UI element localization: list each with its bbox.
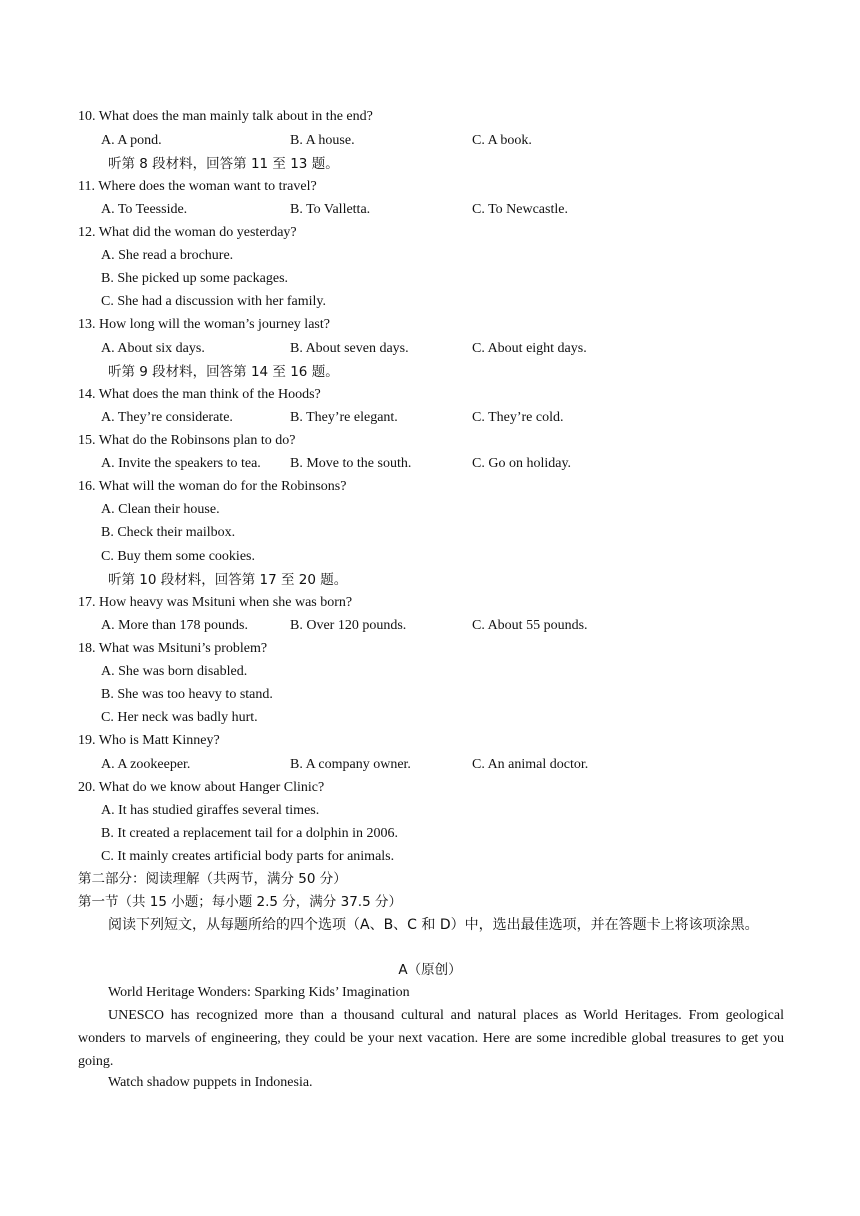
option-b: B. She picked up some packages. xyxy=(101,271,289,286)
option-c: C. About 55 pounds. xyxy=(472,618,588,633)
question-18-option-b xyxy=(0,684,860,706)
part-title xyxy=(0,868,860,890)
section-9-heading xyxy=(0,361,860,383)
option-a: A. A zookeeper. xyxy=(101,757,191,772)
section-8-heading xyxy=(0,153,860,175)
question-17 xyxy=(0,592,860,614)
option-c: C. Her neck was badly hurt. xyxy=(101,710,258,725)
question-12 xyxy=(0,222,860,244)
option-a: A. More than 178 pounds. xyxy=(101,618,248,633)
question-16-option-a xyxy=(0,499,860,521)
option-b: B. Move to the south. xyxy=(290,456,412,471)
option-b: B. Over 120 pounds. xyxy=(290,618,407,633)
article-title xyxy=(0,982,860,1004)
section-title xyxy=(0,891,860,913)
question-18-option-a xyxy=(0,661,860,683)
option-c: C. It mainly creates artificial body parts for animals. xyxy=(101,849,395,864)
question-text: 16. What will the woman do for the Robinsons? xyxy=(78,479,347,494)
question-text: 13. How long will the woman’s journey last? xyxy=(78,317,330,332)
question-20-option-c xyxy=(0,846,860,868)
option-b: B. To Valletta. xyxy=(290,202,371,217)
option-c: C. They’re cold. xyxy=(472,410,564,425)
section-heading-text: 听第 10 段材料，回答第 17 至 20 题。 xyxy=(108,572,348,588)
option-b: B. About seven days. xyxy=(290,341,409,356)
option-b: B. A house. xyxy=(290,133,355,148)
option-b: B. Check their mailbox. xyxy=(101,525,236,540)
reading-instruction: 阅读下列短文，从每题所给的四个选项（A、B、C 和 D）中，选出最佳选项，并在答题卡上将该项涂黑。 xyxy=(108,917,759,933)
question-11-options xyxy=(0,199,860,221)
question-17-options xyxy=(0,615,860,637)
question-13 xyxy=(0,314,860,336)
option-c: C. A book. xyxy=(472,133,532,148)
question-12-option-c xyxy=(0,291,860,313)
option-a: A. About six days. xyxy=(101,341,205,356)
option-c: C. Go on holiday. xyxy=(472,456,572,471)
section-10-heading xyxy=(0,569,860,591)
option-a: A. It has studied giraffes several times. xyxy=(101,803,320,818)
question-text: 15. What do the Robinsons plan to do? xyxy=(78,433,296,448)
option-c: C. About eight days. xyxy=(472,341,587,356)
question-text: 18. What was Msituni’s problem? xyxy=(78,641,268,656)
question-20 xyxy=(0,777,860,799)
option-a: A. Clean their house. xyxy=(101,502,220,517)
section-heading-text: 听第 8 段材料，回答第 11 至 13 题。 xyxy=(108,156,339,172)
question-12-option-a xyxy=(0,245,860,267)
question-14-options xyxy=(0,407,860,429)
question-text: 11. Where does the woman want to travel? xyxy=(78,179,317,194)
question-14 xyxy=(0,384,860,406)
question-20-option-b xyxy=(0,823,860,845)
article-title-text: World Heritage Wonders: Sparking Kids’ Imagination xyxy=(108,985,410,1000)
question-10 xyxy=(0,106,860,128)
section-title-text: 第一节（共 15 小题；每小题 2.5 分，满分 37.5 分） xyxy=(78,894,402,910)
option-a: A. They’re considerate. xyxy=(101,410,233,425)
question-text: 17. How heavy was Msituni when she was born? xyxy=(78,595,353,610)
question-text: 19. Who is Matt Kinney? xyxy=(78,733,220,748)
option-b: B. They’re elegant. xyxy=(290,410,398,425)
option-c: C. Buy them some cookies. xyxy=(101,549,255,564)
question-13-options xyxy=(0,338,860,360)
question-text: 20. What do we know about Hanger Clinic? xyxy=(78,780,325,795)
option-c: C. She had a discussion with her family. xyxy=(101,294,327,309)
option-a: A. She was born disabled. xyxy=(101,664,248,679)
article-subheading xyxy=(0,1072,860,1094)
question-16 xyxy=(0,476,860,498)
option-c: C. An animal doctor. xyxy=(472,757,589,772)
article-paragraph-1: UNESCO has recognized more than a thousand cultural and natural places as World Heritages. From geological wonders to marvels of engineering, they could be your next vacation. Here are some incredible global treasures to get you going. xyxy=(78,1008,784,1069)
question-20-option-a xyxy=(0,800,860,822)
question-16-option-c xyxy=(0,546,860,568)
question-18-option-c xyxy=(0,707,860,729)
question-15-options xyxy=(0,453,860,475)
option-a: A. Invite the speakers to tea. xyxy=(101,456,261,471)
question-16-option-b xyxy=(0,522,860,544)
question-11 xyxy=(0,176,860,198)
question-text: 12. What did the woman do yesterday? xyxy=(78,225,297,240)
option-c: C. To Newcastle. xyxy=(472,202,568,217)
question-18 xyxy=(0,638,860,660)
question-19-options xyxy=(0,754,860,776)
part-title-text: 第二部分：阅读理解（共两节，满分 50 分） xyxy=(78,871,347,887)
option-a: A. A pond. xyxy=(101,133,162,148)
option-b: B. It created a replacement tail for a dolphin in 2006. xyxy=(101,826,399,841)
question-12-option-b xyxy=(0,268,860,290)
article-subheading-text: Watch shadow puppets in Indonesia. xyxy=(108,1075,313,1090)
option-b: B. A company owner. xyxy=(290,757,411,772)
option-b: B. She was too heavy to stand. xyxy=(101,687,273,702)
option-a: A. To Teesside. xyxy=(101,202,188,217)
question-15 xyxy=(0,430,860,452)
question-text: 10. What does the man mainly talk about in the end? xyxy=(78,109,373,124)
passage-label: A（原创） xyxy=(398,962,462,978)
section-heading-text: 听第 9 段材料，回答第 14 至 16 题。 xyxy=(108,364,339,380)
option-a: A. She read a brochure. xyxy=(101,248,234,263)
question-text: 14. What does the man think of the Hoods? xyxy=(78,387,321,402)
question-19 xyxy=(0,730,860,752)
question-10-options xyxy=(0,130,860,152)
